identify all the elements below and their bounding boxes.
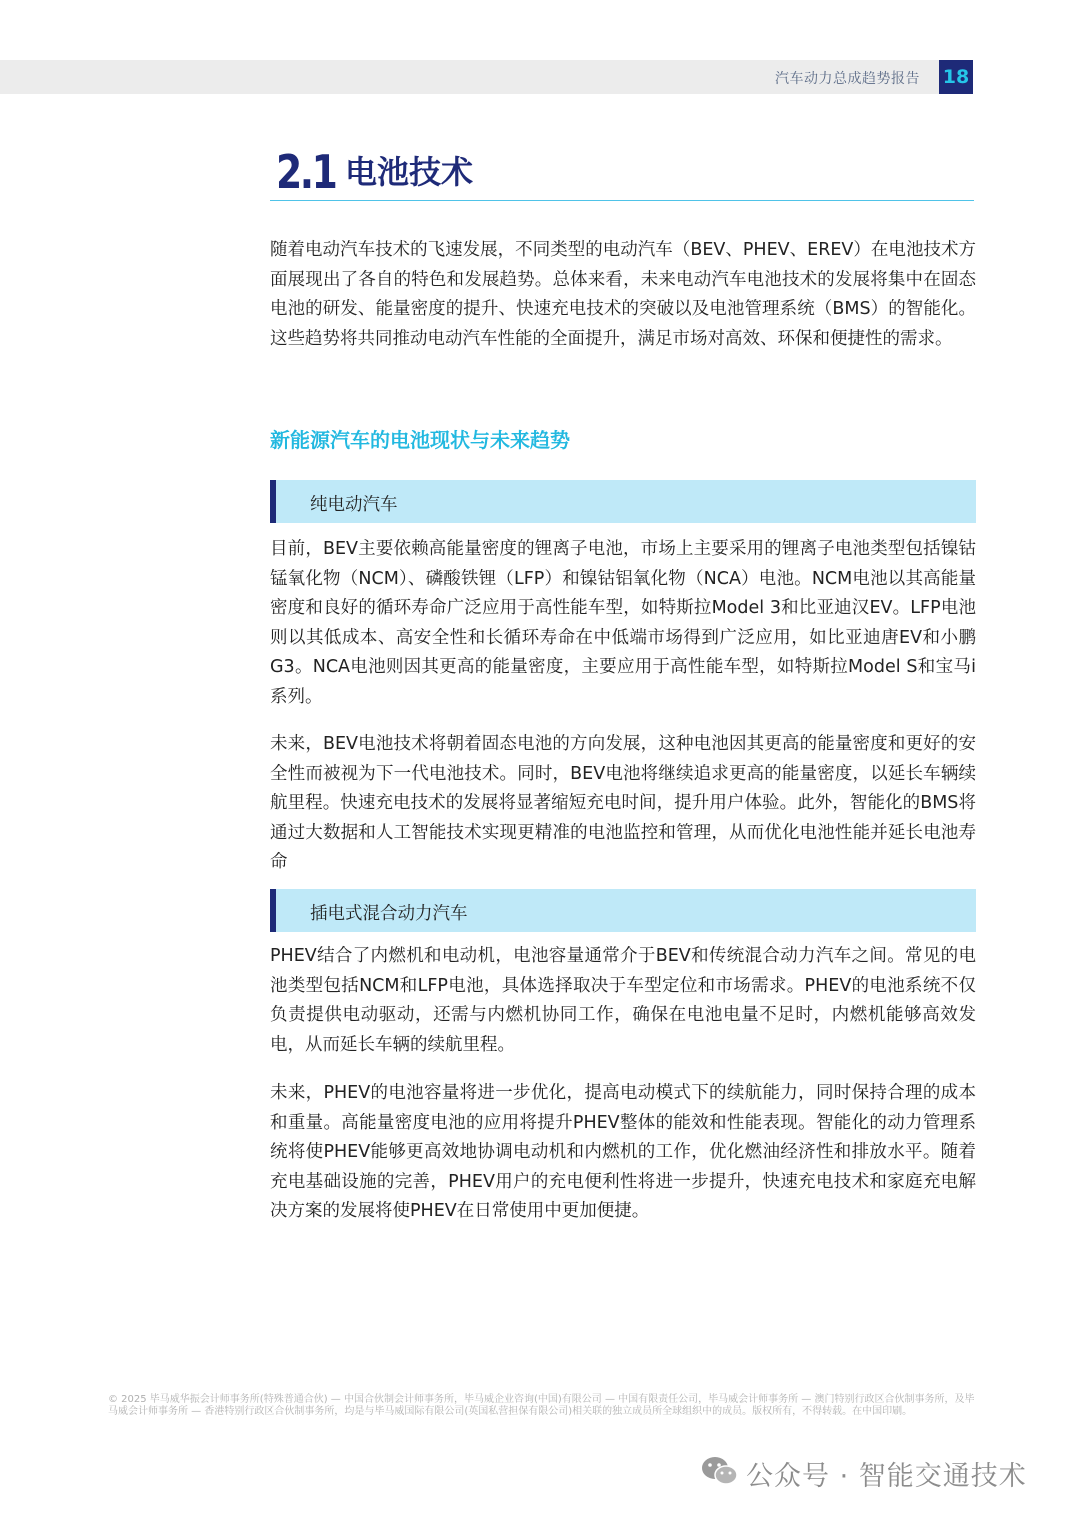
report-title: 汽车动力总成趋势报告 [775, 71, 920, 87]
phev-paragraph-1: PHEV结合了内燃机和电动机，电池容量通常介于BEV和传统混合动力汽车之间。常见的电池类型包括NCM和LFP电池，具体选择取决于车型定位和市场需求。PHEV的电池系统不仅负责提供电动驱动，还需与内燃机协同工作，确保在电池电量不足时，内燃机能够高效发电，从而延长车辆的续航里程。 [270, 946, 976, 1055]
bev-paragraph-1: 目前，BEV主要依赖高能量密度的锂离子电池，市场上主要采用的锂离子电池类型包括镍钴锰氧化物（NCM）、磷酸铁锂（LFP）和镍钴铝氧化物（NCA）电池。NCM电池以其高能量密度和良好的循环寿命广泛应用于高性能车型，如特斯拉Model 3和比亚迪汉EV。LFP电池则以其低成本、高安全性和长循环寿命在中低端市场得到广泛应用，如比亚迪唐EV和小鹏G3。NCA电池则因其更高的能量密度，主要应用于高性能车型，如特斯拉Model S和宝马i系列。 [270, 539, 976, 707]
watermark-text: 公众号 · 智能交通技术 [746, 1461, 1027, 1492]
bev-title-box [270, 480, 976, 523]
section-number: 2.1 [276, 145, 336, 199]
phev-title: 插电式混合动力汽车 [310, 904, 468, 924]
phev-title-box [270, 889, 976, 932]
section-title: 电池技术 [345, 153, 474, 191]
bev-title: 纯电动汽车 [310, 495, 398, 515]
copyright-note: © 2025 毕马威华振会计师事务所(特殊普通合伙) — 中国合伙制会计师事务所，毕马威企业咨询(中国)有限公司 — 中国有限责任公司，毕马威会计师事务所 — 澳门特别行政区合伙制事务所，及毕马威会计师事务所 — 香港特别行政区合伙制事务所，均是与毕马威国际有限公司(英国私营担保有限公司)相关联的独立成员所全球组织中的成员。版权所有，不得转载。在中国印刷。 [108, 1394, 975, 1417]
phev-paragraph-2: 未来，PHEV的电池容量将进一步优化，提高电动模式下的续航能力，同时保持合理的成本和重量。高能量密度电池的应用将提升PHEV整体的能效和性能表现。智能化的动力管理系统将使PHEV能够更高效地协调电动机和内燃机的工作，优化燃油经济性和排放水平。随着充电基础设施的完善，PHEV用户的充电便利性将进一步提升，快速充电技术和家庭充电解决方案的发展将使PHEV在日常使用中更加便捷。 [270, 1083, 976, 1222]
subheading: 新能源汽车的电池现状与未来趋势 [270, 428, 570, 452]
intro-paragraph: 随着电动汽车技术的飞速发展，不同类型的电动汽车（BEV、PHEV、EREV）在电池技术方面展现出了各自的特色和发展趋势。总体来看，未来电动汽车电池技术的发展将集中在固态电池的研发、能量密度的提升、快速充电技术的突破以及电池管理系统（BMS）的智能化。这些趋势将共同推动电动汽车性能的全面提升，满足市场对高效、环保和便捷性的需求。 [270, 240, 976, 349]
page-number: 18 [939, 60, 973, 94]
section-heading [270, 145, 974, 201]
wechat-icon [700, 1454, 740, 1488]
bev-paragraph-2: 未来，BEV电池技术将朝着固态电池的方向发展，这种电池因其更高的能量密度和更好的安全性而被视为下一代电池技术。同时，BEV电池将继续追求更高的能量密度，以延长车辆续航里程。快速充电技术的发展将显著缩短充电时间，提升用户体验。此外，智能化的BMS将通过大数据和人工智能技术实现更精准的电池监控和管理，从而优化电池性能并延长电池寿命 [270, 734, 976, 873]
